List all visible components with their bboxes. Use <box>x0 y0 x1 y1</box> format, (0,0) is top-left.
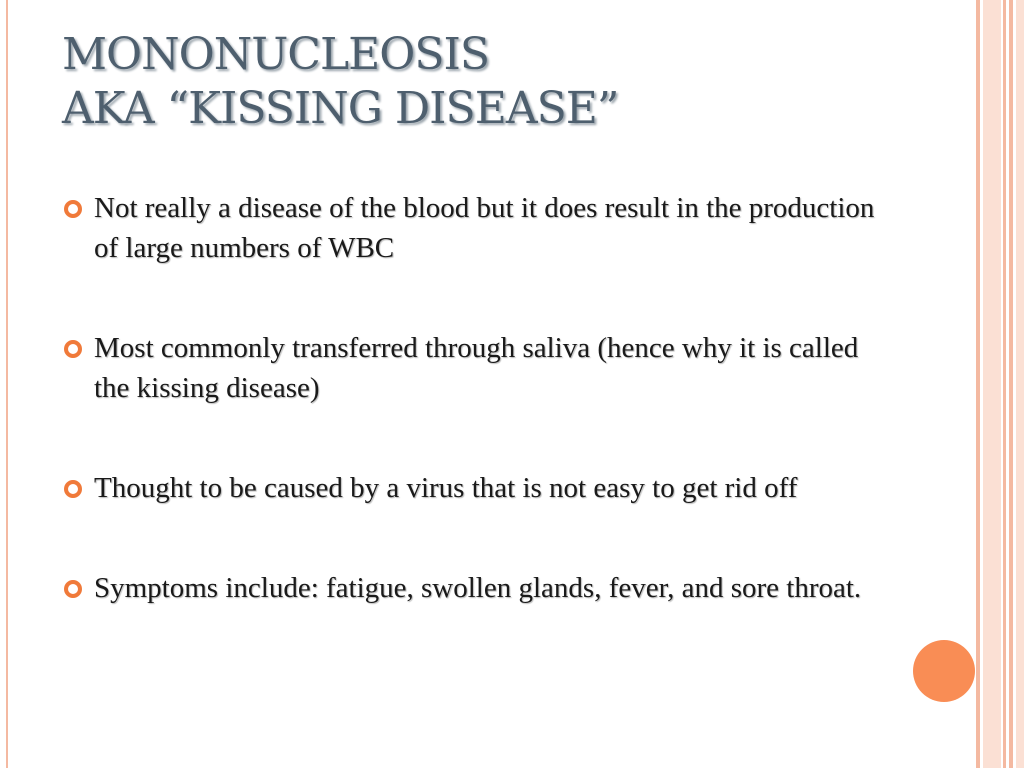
bullet-item <box>62 328 892 408</box>
bullet-list <box>62 188 892 668</box>
left-border-line <box>6 0 8 768</box>
bullet-text: Thought to be caused by a virus that is not easy to get rid off <box>94 472 798 504</box>
title-line-1: MONONUCLEOSIS <box>62 29 490 80</box>
stripe <box>1016 0 1024 768</box>
stripe <box>1003 0 1006 768</box>
stripe <box>1009 0 1013 768</box>
slide-title <box>62 28 618 136</box>
bullet-text: Not really a disease of the blood but it does result in the production of large numbers of WBC <box>94 192 875 264</box>
ring-bullet-icon <box>64 480 82 498</box>
ring-bullet-icon <box>64 200 82 218</box>
stripe <box>976 0 980 768</box>
decorative-circle <box>913 640 975 702</box>
stripe <box>983 0 1001 768</box>
bullet-item <box>62 468 892 508</box>
bullet-text: Symptoms include: fatigue, swollen glands, fever, and sore throat. <box>94 572 862 604</box>
right-decorative-stripes <box>976 0 1024 768</box>
title-line-2: AKA “KISSING DISEASE” <box>62 83 619 134</box>
bullet-item <box>62 568 892 608</box>
ring-bullet-icon <box>64 580 82 598</box>
bullet-text: Most commonly transferred through saliva (hence why it is called the kissing disease) <box>94 332 859 404</box>
bullet-item <box>62 188 892 268</box>
ring-bullet-icon <box>64 340 82 358</box>
